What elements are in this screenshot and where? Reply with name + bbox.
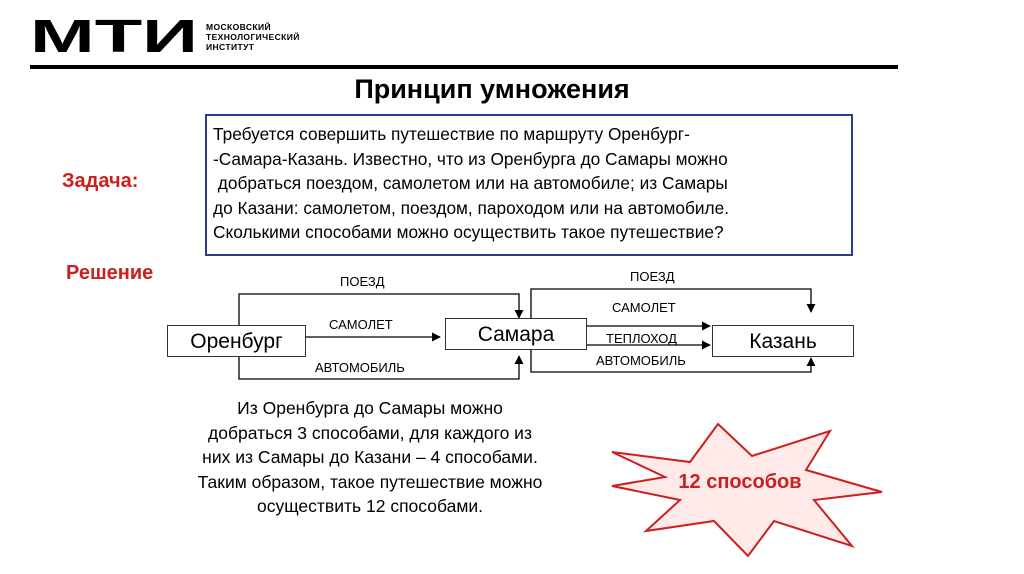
logo-subtitle-line-2: ТЕХНОЛОГИЧЕСКИЙ [206,32,300,42]
solution-label: Решение [66,262,154,284]
node-orenburg: Оренбург [167,325,306,357]
page-title: Принцип умножения [354,74,630,104]
node-samara: Самара [445,318,587,350]
edge-bc-second-label: САМОЛЕТ [612,300,676,315]
edge-ab-middle-label: САМОЛЕТ [329,317,393,332]
explanation-line-2: добраться 3 способами, для каждого из [208,422,532,443]
edge-ab-bottom-label: АВТОМОБИЛЬ [315,360,405,375]
edge-bc-top-label: ПОЕЗД [630,269,675,284]
answer-text: 12 способов [678,471,802,493]
node-kazan: Казань [712,325,854,357]
task-label: Задача: [62,170,139,192]
task-line-5: Сколькими способами можно осуществить такое путешествие? [213,222,724,242]
explanation-line-3: них из Самары до Казани – 4 способами. [202,447,538,467]
task-line-4: до Казани: самолетом, поездом, пароходом или на автомобиле. [213,197,730,218]
task-line-3: добраться поездом, самолетом или на автомобиле; из Самары [213,173,728,193]
explanation-line-1: Из Оренбурга до Самары можно [237,398,503,418]
edge-bc-bottom-label: АВТОМОБИЛЬ [596,353,686,368]
logo-subtitle-line-1: МОСКОВСКИЙ [206,22,271,32]
edge-ab-top-label: ПОЕЗД [340,274,385,289]
explanation-line-5: осуществить 12 способами. [257,496,483,516]
logo-text: МТИ [30,14,198,58]
explanation-line-4: Таким образом, такое путешествие можно [197,471,543,492]
task-line-2: -Самара-Казань. Известно, что из Оренбурга до Самары можно [213,148,728,169]
logo-subtitle-line-3: ИНСТИТУТ [206,42,255,52]
edge-bc-third-label: ТЕПЛОХОД [606,331,677,346]
task-line-1: Требуется совершить путешествие по маршруту Оренбург- [213,124,690,144]
